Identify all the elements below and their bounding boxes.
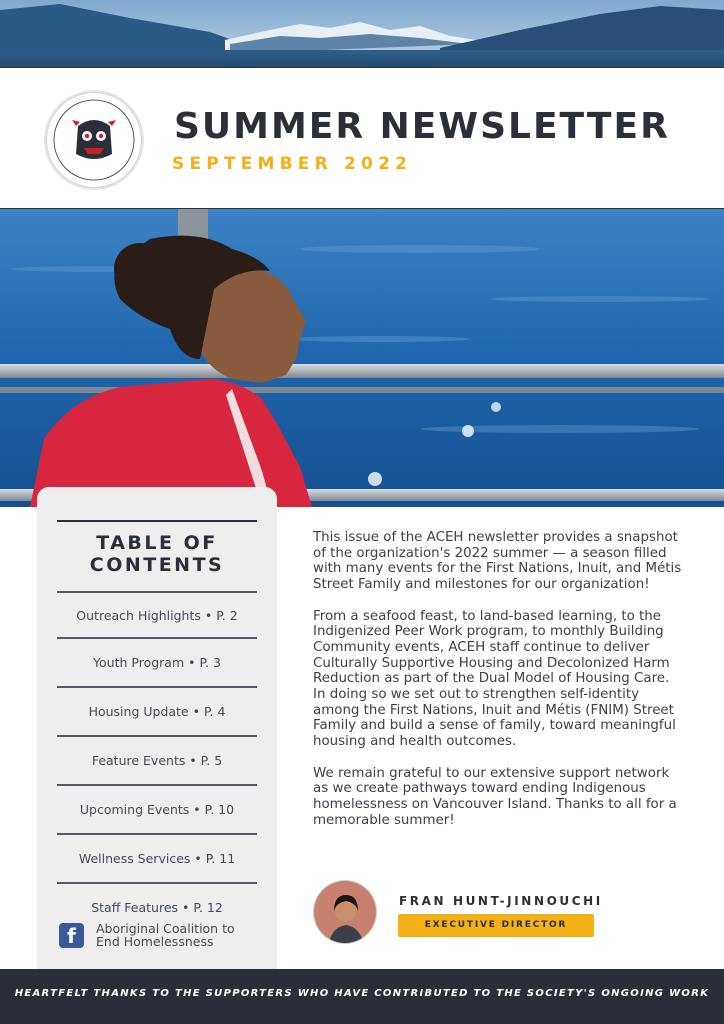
intro-paragraph: This issue of the ACEH newsletter provides a snapshot of the organization's 2022 summer — a season filled with many events for the First Nations, Inuit, and Métis Street Family and milestones for our organization! [313, 530, 682, 593]
intro-paragraph: We remain grateful to our extensive support network as we create pathways toward ending Indigenous homelessness on Vancouver Island. Thanks to all for a memorable summer! [313, 765, 677, 828]
toc-heading: TABLE OF CONTENTS [89, 532, 225, 576]
footer-bar [0, 969, 724, 1024]
toc-item-youth[interactable]: Youth Program • P. 3 [57, 637, 257, 686]
footer-thanks: HEARTFELT THANKS TO THE SUPPORTERS WHO HAVE CONTRIBUTED TO THE SOCIETY'S ONGOING WORK [14, 988, 710, 999]
hero-photo [0, 209, 724, 507]
organization-logo [44, 90, 144, 190]
facebook-page-name: Aboriginal Coalition to End Homelessness [96, 921, 235, 949]
toc-item-outreach[interactable]: Outreach Highlights • P. 2 [57, 591, 257, 637]
hero-image [0, 209, 724, 507]
director-photo [314, 881, 377, 944]
toc-item-wellness[interactable]: Wellness Services • P. 11 [57, 833, 257, 882]
newsletter-date: SEPTEMBER 2022 [172, 154, 413, 174]
facebook-link[interactable] [59, 923, 269, 948]
mountain-banner-image [0, 0, 724, 68]
intro-text [313, 530, 685, 844]
toc-item-staff[interactable]: Staff Features • P. 12 [57, 882, 257, 931]
logo-emblem [46, 92, 142, 188]
mountain-banner [0, 0, 724, 68]
newsletter-title: SUMMER NEWSLETTER [174, 106, 670, 147]
director-avatar [313, 880, 377, 944]
director-name: FRAN HUNT-JINNOUCHI [399, 894, 603, 908]
table-of-contents-panel [37, 487, 277, 970]
toc-divider [57, 520, 257, 522]
facebook-icon: f [59, 923, 84, 948]
toc-item-housing[interactable]: Housing Update • P. 4 [57, 686, 257, 735]
toc-item-upcoming-events[interactable]: Upcoming Events • P. 10 [57, 784, 257, 833]
toc-list [57, 591, 257, 931]
newsletter-header [0, 68, 724, 209]
intro-paragraph: From a seafood feast, to land-based learning, to the Indigenized Peer Work program, to monthly Building Community events, ACEH staff continue to deliver Culturally Supportive Housing and Decolonized Harm Reduction as part of the Dual Model of Housing Care. In doing so we set out to strengthen self-identity among the First Nations, Inuit and Métis (FNIM) Street Family and build a sense of family, toward meaningful housing and health outcomes. [313, 608, 676, 750]
toc-item-feature-events[interactable]: Feature Events • P. 5 [57, 735, 257, 784]
director-role-badge: EXECUTIVE DIRECTOR [398, 914, 594, 937]
